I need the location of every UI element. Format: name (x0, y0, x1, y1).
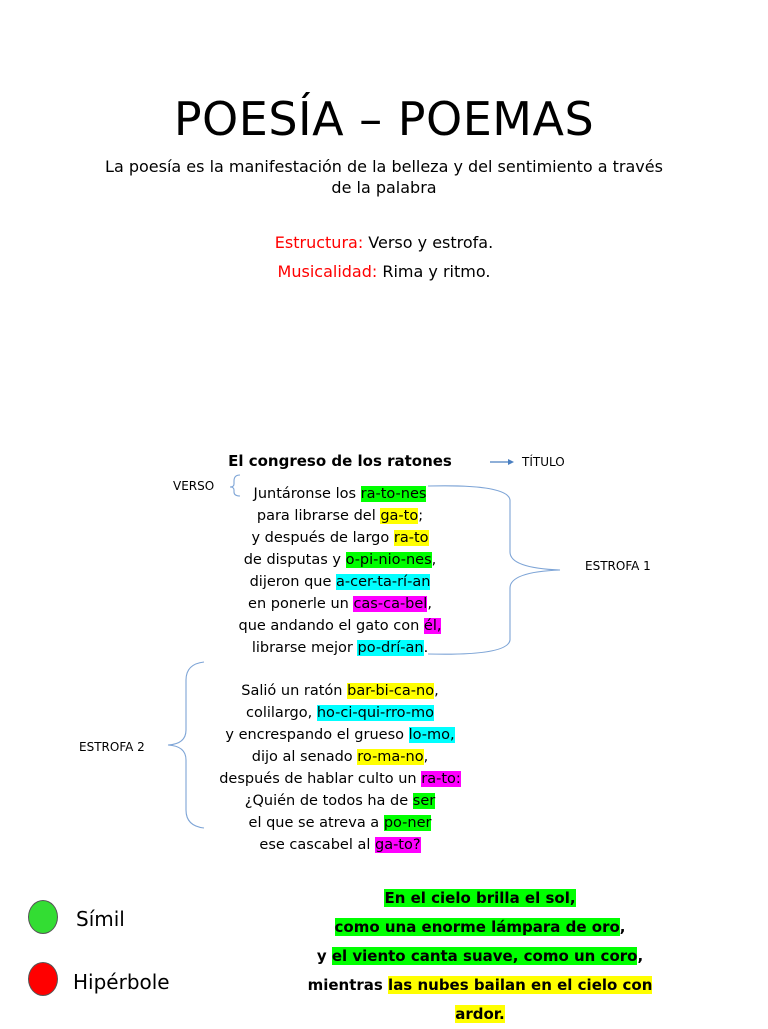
poem-verse (170, 702, 510, 724)
verse-text: colilargo, (246, 705, 317, 721)
poem-verse (170, 483, 510, 505)
verse-highlight: lo-mo, (408, 727, 455, 743)
example-segment: mientras (307, 976, 389, 994)
poem-verse (170, 724, 510, 746)
verse-highlight: o-pi-nio-nes (345, 552, 432, 568)
verse-highlight: ro-ma-no (357, 749, 424, 765)
verse-text: ese cascabel al (259, 837, 375, 853)
poem-verse (170, 571, 510, 593)
poem-verse (170, 549, 510, 571)
verse-highlight: a-cer-ta-rí-an (336, 574, 431, 590)
verse-highlight: él, (423, 618, 442, 634)
poem-verse (170, 790, 510, 812)
verse-punctuation: , (427, 596, 432, 612)
example-segment: y (316, 947, 332, 965)
verse-text: que andando el gato con (238, 618, 424, 634)
verse-highlight: ra-to: (421, 771, 461, 787)
simil-label: Símil (76, 907, 125, 931)
poem-title: El congreso de los ratones (228, 452, 452, 470)
poem-verse (170, 593, 510, 615)
example-segment: ardor. (455, 1005, 505, 1023)
poem-verse (170, 768, 510, 790)
title-arrowhead-icon (508, 459, 514, 465)
verse-highlight: ra-to (393, 530, 429, 546)
poem-verse (170, 615, 510, 637)
example-segment: como una enorme lámpara de oro (334, 918, 620, 936)
page-title: POESÍA – POEMAS (173, 92, 595, 146)
verse-text: Juntáronse los (253, 486, 361, 502)
verse-punctuation: , (434, 683, 439, 699)
verse-highlight: po-drí-an (357, 640, 424, 656)
verse-punctuation: ; (418, 508, 424, 524)
verse-text: ¿Quién de todos ha de (244, 793, 413, 809)
verse-text: después de hablar culto un (219, 771, 422, 787)
verse-highlight: ser (412, 793, 436, 809)
verso-label: VERSO (173, 479, 215, 493)
hiperbole-dot-icon (28, 962, 58, 996)
poem-verse (170, 746, 510, 768)
example-segment: , (619, 918, 626, 936)
verse-highlight: ho-ci-qui-rro-mo (316, 705, 434, 721)
example-segment: el viento canta suave, como un coro (331, 947, 638, 965)
poem-verse (170, 527, 510, 549)
verse-text: para librarse del (256, 508, 381, 524)
verse-text: librarse mejor (251, 640, 358, 656)
example-segment: , (637, 947, 644, 965)
verse-text: dijeron que (249, 574, 337, 590)
verse-punctuation: . (423, 640, 429, 656)
example-poem (260, 884, 700, 1029)
poem-verse (170, 637, 510, 659)
verse-text: y después de largo (251, 530, 394, 546)
verse-highlight: ga-to (380, 508, 419, 524)
estructura-label: Estructura: (274, 233, 364, 252)
example-line (260, 884, 700, 913)
verse-highlight: ga-to? (374, 837, 421, 853)
stanza-1 (170, 483, 510, 659)
example-segment: las nubes bailan en el cielo con (388, 976, 653, 994)
example-line (260, 1000, 700, 1029)
poem-verse (170, 812, 510, 834)
hiperbole-label: Hipérbole (73, 970, 170, 994)
verse-text: en ponerle un (248, 596, 354, 612)
verse-highlight: po-ner (383, 815, 432, 831)
estrofa2-label: ESTROFA 2 (79, 740, 145, 754)
verse-highlight: bar-bi-ca-no (347, 683, 435, 699)
verse-text: Salió un ratón (241, 683, 348, 699)
estructura-value: Verso y estrofa. (363, 233, 494, 252)
poem-verse (170, 834, 510, 856)
verse-highlight: cas-ca-bel (353, 596, 428, 612)
example-line (260, 913, 700, 942)
simil-dot-icon (28, 900, 58, 934)
verse-punctuation: , (431, 552, 437, 568)
intro-text: La poesía es la manifestación de la belleza y del sentimiento a través de la palabra (105, 157, 663, 197)
poem-verse (170, 680, 510, 702)
verse-text: dijo al senado (251, 749, 358, 765)
musicalidad-label: Musicalidad: (277, 262, 378, 281)
example-segment: En el cielo brilla el sol, (384, 889, 576, 907)
verse-text: y encrespando el grueso (225, 727, 409, 743)
example-line (260, 971, 700, 1000)
stanza-2 (170, 680, 510, 856)
estrofa1-label: ESTROFA 1 (585, 559, 651, 573)
poem-verse (170, 505, 510, 527)
verse-text: de disputas y (243, 552, 346, 568)
example-line (260, 942, 700, 971)
titulo-label: TÍTULO (522, 455, 565, 469)
musicalidad-value: Rima y ritmo. (377, 262, 491, 281)
verse-punctuation: , (423, 749, 429, 765)
verse-text: el que se atreva a (248, 815, 384, 831)
verse-highlight: ra-to-nes (360, 486, 427, 502)
